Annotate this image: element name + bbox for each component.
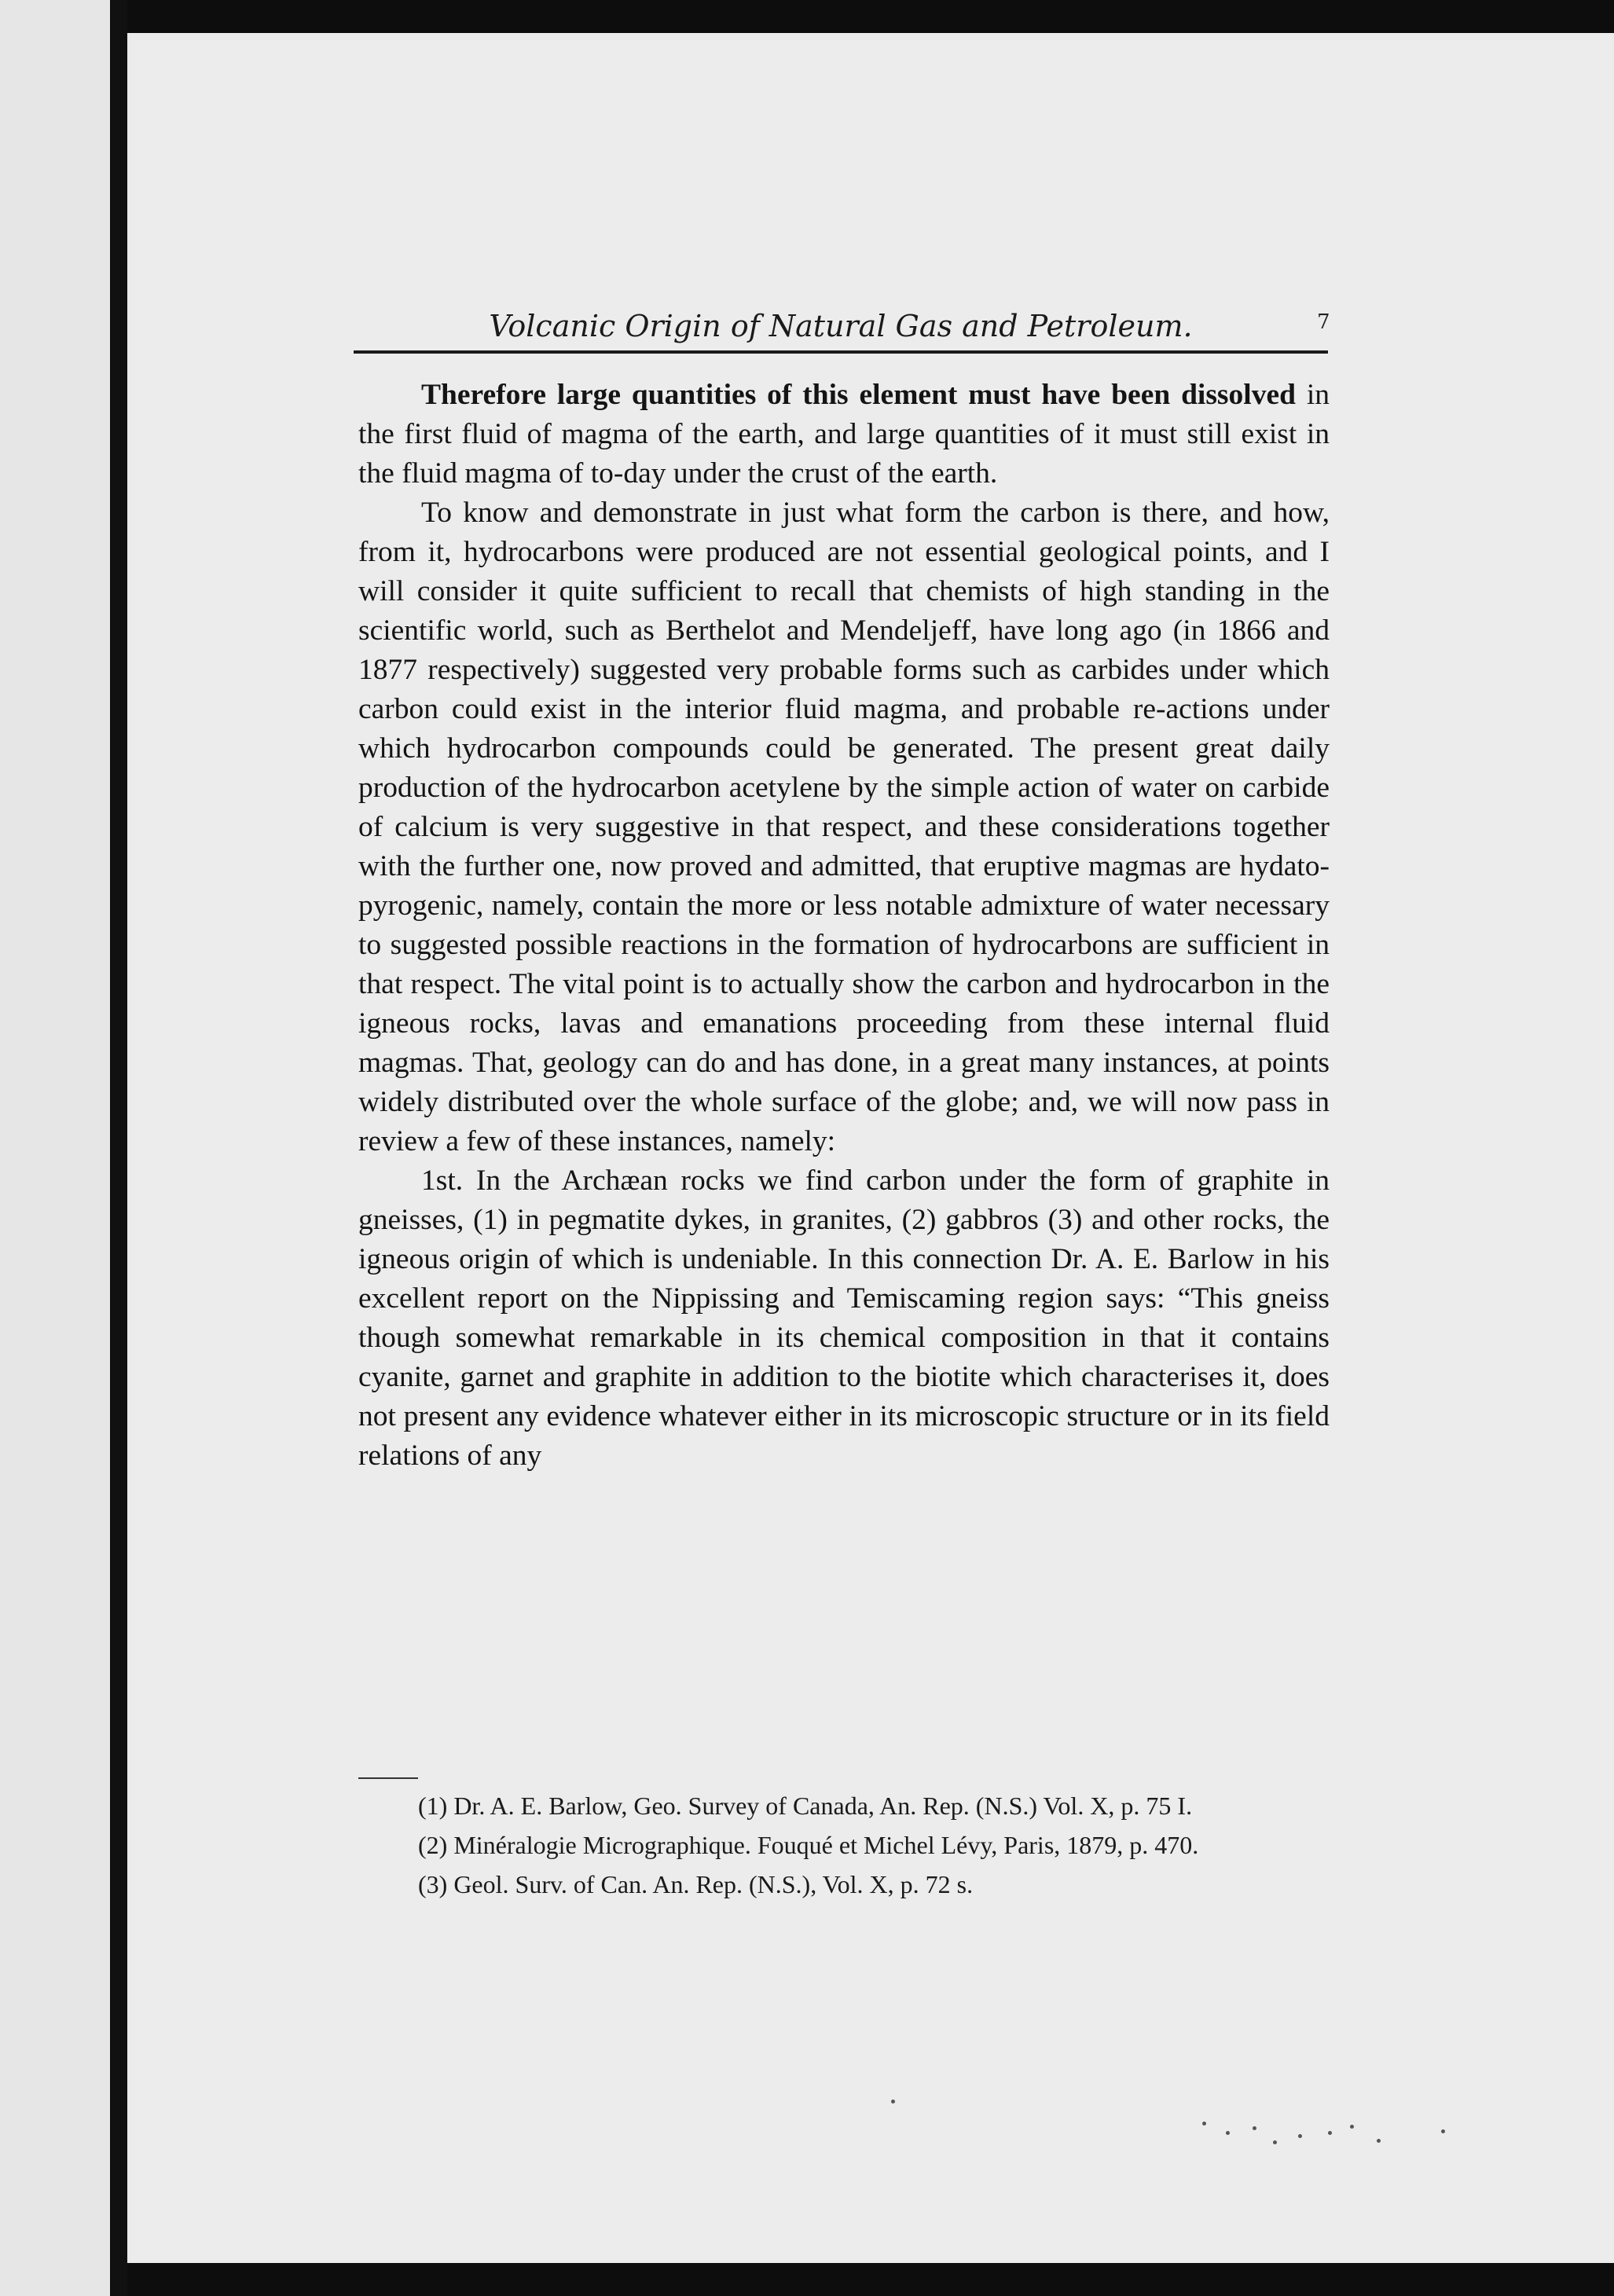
paragraph-2: To know and demonstrate in just what form the carbon is there, and how, from it, hydrocarbons were produced are not essential geological points, and I will consider it quite sufficient to recall that chemists of high standing in the scientific world, such as Berthelot and Mendeljeff, have long ago (in 1866 and 1877 respectively) suggested very probable forms such as carbides under which carbon could exist in the interior fluid magma, and probable re-actions under which hydrocarbon compounds could be generated. The present great daily production of the hydrocarbon acetylene by the simple action of water on carbide of calcium is very suggestive in that respect, and these considerations together with the further one, now proved and admitted, that eruptive magmas are hydato-pyrogenic, namely, contain the more or less notable admixture of water necessary to suggested possible reactions in the formation of hydrocarbons are sufficient in that respect. The vital point is to actually show the carbon and hydrocarbon in the igneous rocks, lavas and emanations proceeding from these internal fluid magmas. That, geology can do and has done, in a great many instances, at points widely distributed over the whole surface of the globe; and, we will now pass in review a few of these instances, namely:	[358, 497, 1330, 1157]
footnote-2: (2) Minéralogie Micrographique. Fouqué et Michel Lévy, Paris, 1879, p. 470.	[418, 1831, 1199, 1859]
scan-speck	[1273, 2140, 1277, 2144]
scan-speck	[1253, 2126, 1256, 2130]
footnote-1: (1) Dr. A. E. Barlow, Geo. Survey of Canada, An. Rep. (N.S.) Vol. X, p. 75 I.	[418, 1792, 1193, 1820]
paragraph-3: 1st. In the Archæan rocks we find carbon under the form of graphite in gneisses, (1) in pegmatite dykes, in granites, (2) gabbros (3) and other rocks, the igneous origin of which is undeniable. In this connection Dr. A. E. Barlow in his excellent report on the Nippissing and Temiscaming region says: “This gneiss though somewhat remarkable in its chemical composition in that it contains cyanite, garnet and graphite in addition to the biotite which characterises it, does not present any evidence whatever either in its microscopic structure or in its field relations of any	[358, 1165, 1330, 1472]
scan-speck	[1441, 2129, 1445, 2133]
scan-speck	[891, 2100, 895, 2103]
scan-speck	[1202, 2122, 1206, 2125]
footnote-3: (3) Geol. Surv. of Can. An. Rep. (N.S.), Vol. X, p. 72 s.	[418, 1870, 974, 1898]
paragraph-1: Therefore large quantities of this element must have been dissolved in the first fluid of magma of the earth, and large quantities of it must still exist in the fluid magma of to-day under the crust of the earth.	[358, 379, 1330, 490]
book-gutter	[110, 0, 127, 2296]
footnote-rule	[358, 1777, 418, 1779]
page-number: 7	[1317, 310, 1330, 334]
footnotes	[358, 1790, 1330, 1908]
scan-speck	[1350, 2125, 1354, 2129]
scan-speck	[1298, 2134, 1302, 2138]
scan-speck	[1377, 2139, 1381, 2143]
header-rule	[354, 350, 1328, 354]
adjacent-page-edge	[0, 0, 110, 2296]
scan-speck	[1328, 2131, 1332, 2135]
running-title: Volcanic Origin of Natural Gas and Petroleum.	[489, 309, 1193, 343]
paragraph-1-bold-lead: Therefore large quantities of this element must have been dissolved	[421, 379, 1296, 411]
body-text	[358, 376, 1330, 1476]
scan-speck	[1226, 2131, 1230, 2135]
